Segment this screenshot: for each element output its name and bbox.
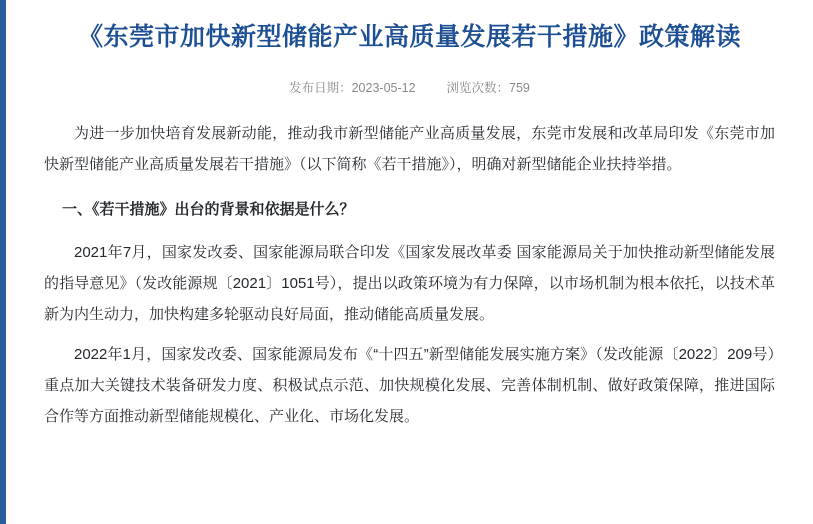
document-page (6, 0, 813, 524)
publish-date: 发布日期：2023-05-12 (289, 81, 416, 95)
document-meta (30, 78, 789, 96)
paragraph-2022-policy: 2022年1月，国家发改委、国家能源局发布《“十四五”新型储能发展实施方案》（发改能源〔2022〕209号）重点加大关键技术装备研发力度、积极试点示范、加快规模化发展、完善体制机制、做好政策保障，推进国际合作等方面推动新型储能规模化、产业化、市场化发展。 (44, 346, 775, 425)
page-title: 《东莞市加快新型储能产业高质量发展若干措施》政策解读 (77, 23, 741, 51)
article-body (30, 118, 789, 432)
paragraph-intro: 为进一步加快培育发展新动能，推动我市新型储能产业高质量发展，东莞市发展和改革局印发《东莞市加快新型储能产业高质量发展若干措施》（以下简称《若干措施》），明确对新型储能企业扶持举措。 (44, 125, 775, 173)
view-count: 浏览次数：759 (446, 81, 530, 95)
paragraph-2021-policy: 2021年7月，国家发改委、国家能源局联合印发《国家发展改革委 国家能源局关于加快推动新型储能发展的指导意见》（发改能源规〔2021〕1051号），提出以政策环境为有力保障，以市场机制为根本依托，以技术革新为内生动力，加快构建多轮驱动良好局面，推动储能高质量发展。 (44, 244, 775, 323)
section-heading-1: 一、《若干措施》出台的背景和依据是什么？ (62, 201, 355, 218)
